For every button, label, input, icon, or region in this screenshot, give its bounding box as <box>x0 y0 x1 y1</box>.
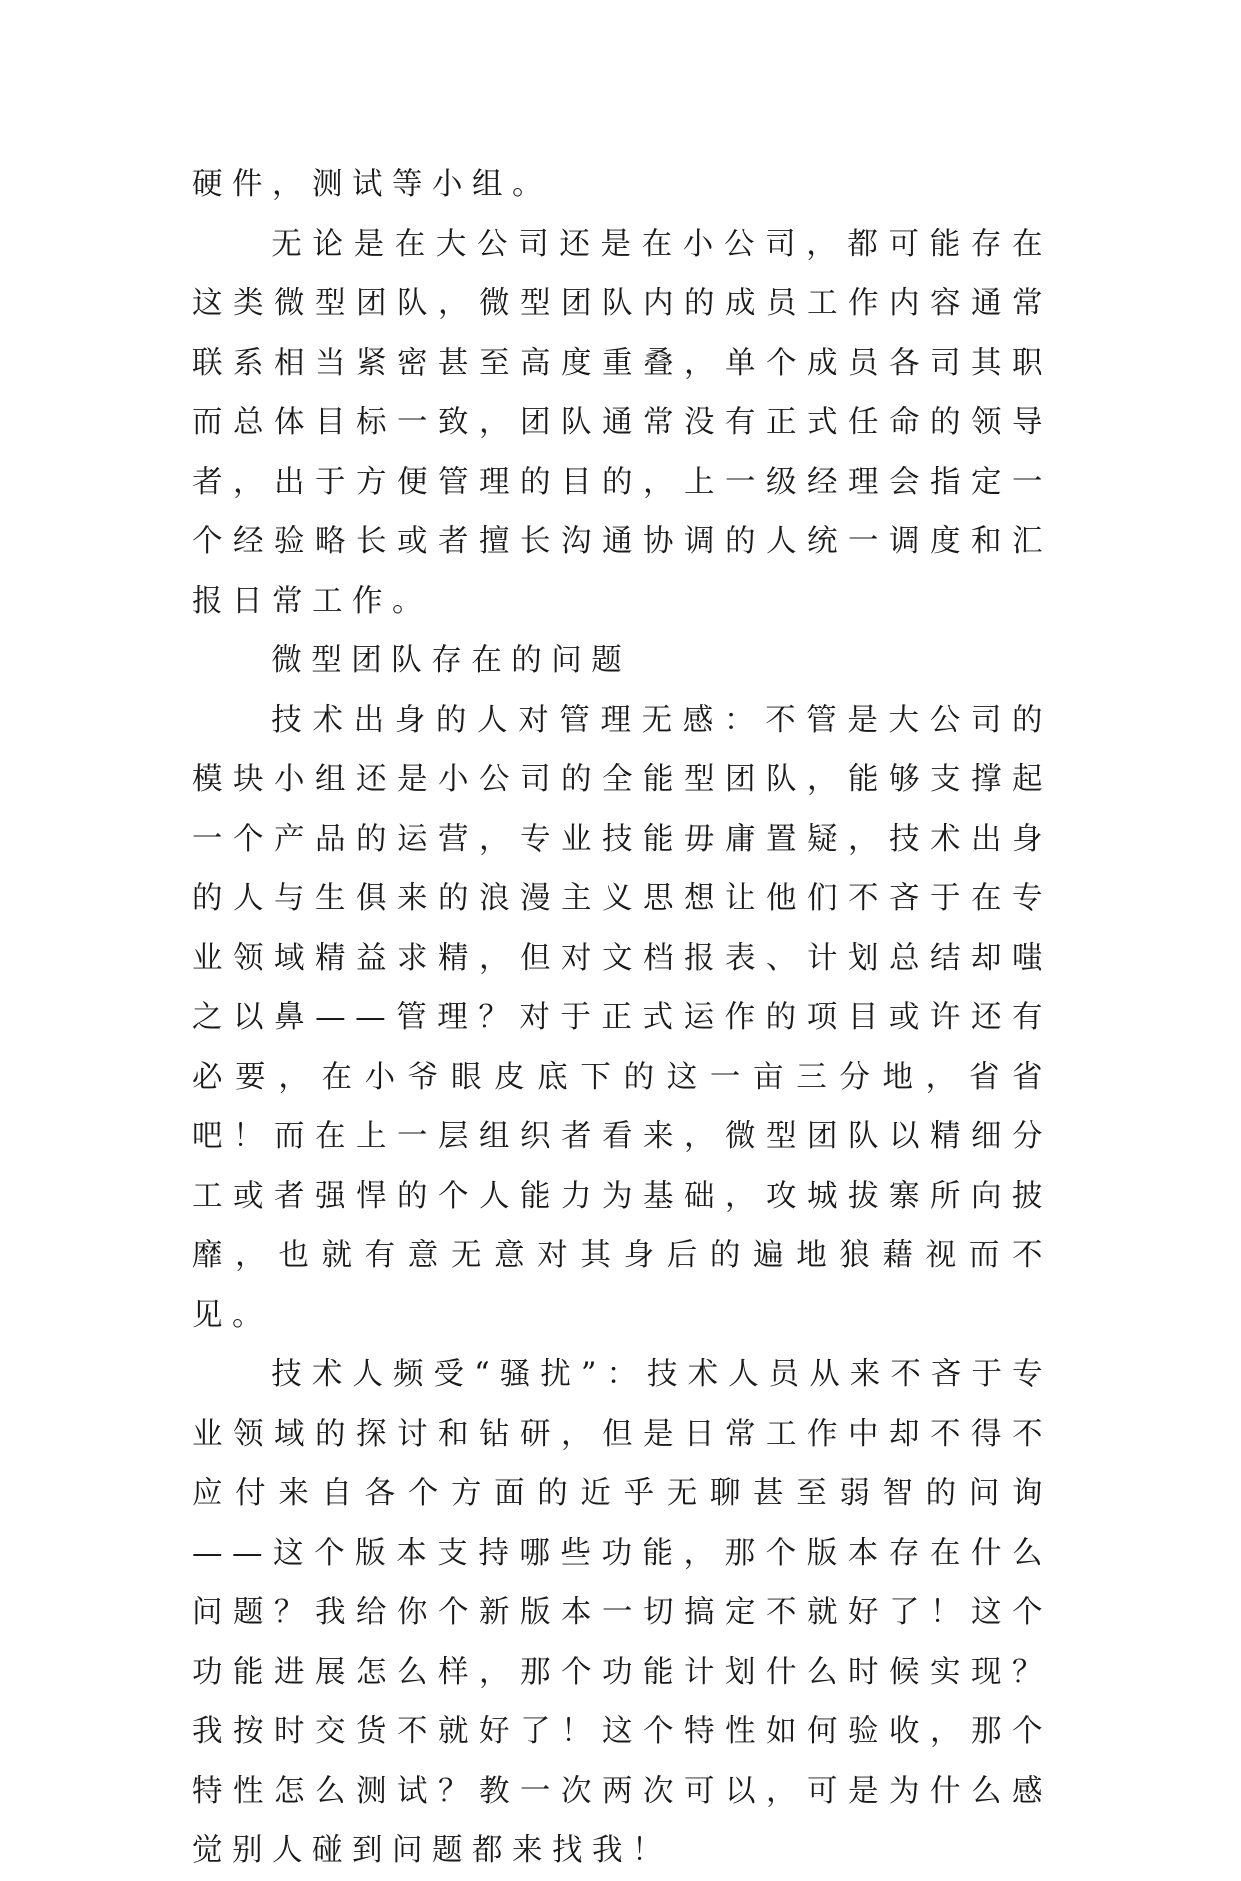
document-page <box>192 155 1052 1881</box>
paragraph-continuation: 硬件，测试等小组。 <box>192 167 552 202</box>
paragraph-management-indifference: 技术出身的人对管理无感：不管是大公司的模块小组还是小公司的全能型团队，能够支撑起一个产品的运营，专业技能毋庸置疑，技术出身的人与生俱来的浪漫主义思想让他们不吝于在专业领域精益求精，但对文档报表、计划总结却嗤之以鼻——管理？对于正式运作的项目或许还有必要，在小爷眼皮底下的这一亩三分地，省省吧！而在上一层组织者看来，微型团队以精细分工或者强悍的个人能力为基础，攻城拔寨所向披靡，也就有意无意对其身后的遍地狼藉视而不见。 <box>192 702 1052 1333</box>
paragraph-interruptions: 技术人频受“骚扰”：技术人员从来不吝于专业领域的探讨和钻研，但是日常工作中却不得不应付来自各个方面的近乎无聊甚至弱智的问询——这个版本支持哪些功能，那个版本存在什么问题？我给你个新版本一切搞定不就好了！这个功能进展怎么样，那个功能计划什么时候实现？我按时交货不就好了！这个特性如何验收，那个特性怎么测试？教一次两次可以，可是为什么感觉别人碰到问题都来找我！ <box>192 1357 1052 1868</box>
section-heading: 微型团队存在的问题 <box>271 643 632 678</box>
paragraph-micro-teams: 无论是在大公司还是在小公司，都可能存在这类微型团队，微型团队内的成员工作内容通常联系相当紧密甚至高度重叠，单个成员各司其职而总体目标一致，团队通常没有正式任命的领导者，出于方便管理的目的，上一级经理会指定一个经验略长或者擅长沟通协调的人统一调度和汇报日常工作。 <box>192 226 1052 619</box>
